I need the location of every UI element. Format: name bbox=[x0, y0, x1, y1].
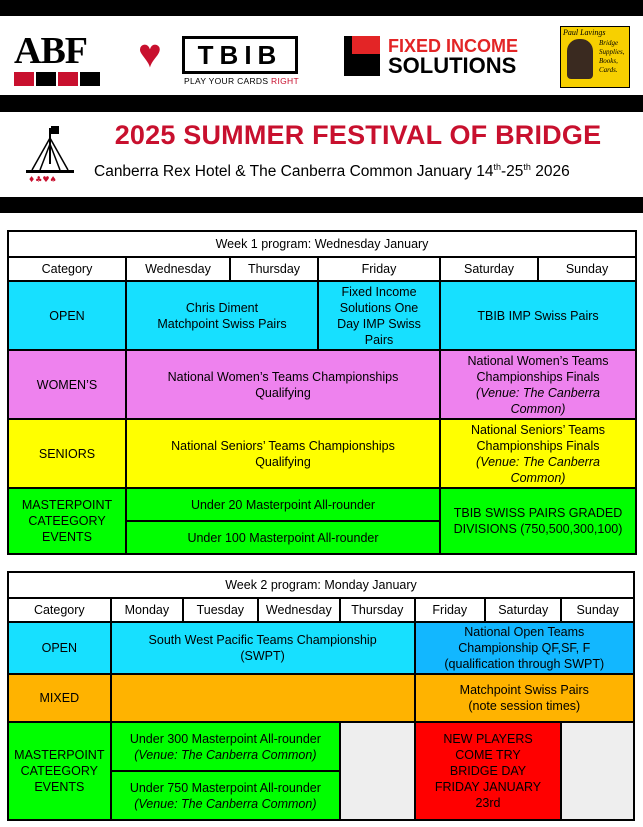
col-friday: Friday bbox=[318, 257, 440, 281]
category-masterpoint: MASTERPOINT CATEEGORY EVENTS bbox=[8, 722, 111, 820]
top-black-bar bbox=[0, 0, 643, 16]
col-thursday: Thursday bbox=[230, 257, 318, 281]
col-sunday: Sunday bbox=[538, 257, 636, 281]
category-open: OPEN bbox=[8, 281, 126, 350]
portrait-icon bbox=[567, 39, 593, 79]
mid-black-bar bbox=[0, 95, 643, 112]
col-saturday: Saturday bbox=[440, 257, 538, 281]
week2-heading: Week 2 program: Monday January bbox=[8, 572, 634, 598]
tbib-logo: ♥ TBIB PLAY YOUR CARDS RIGHT bbox=[138, 32, 299, 86]
empty-cell-sunday bbox=[561, 722, 634, 820]
category-masterpoint: MASTERPOINT CATEEGORY EVENTS bbox=[8, 488, 126, 554]
col-monday: Monday bbox=[111, 598, 183, 622]
week2-table bbox=[7, 571, 635, 821]
event-womens-qualifying: National Women’s Teams Championships Qualifying bbox=[126, 350, 440, 419]
abf-logo: ABF bbox=[14, 32, 106, 92]
event-seniors-qualifying: National Seniors’ Teams Championships Qualifying bbox=[126, 419, 440, 488]
event-tbib-imp-swiss: TBIB IMP Swiss Pairs bbox=[440, 281, 636, 350]
category-womens: WOMEN’S bbox=[8, 350, 126, 419]
svg-text:♦♣♥♠: ♦♣♥♠ bbox=[28, 175, 57, 184]
event-national-open-teams: National Open Teams Championship QF,SF, F (qualification through SWPT) bbox=[415, 622, 634, 674]
col-friday: Friday bbox=[415, 598, 485, 622]
subtitle: Canberra Rex Hotel & The Canberra Common January 14th-25th 2026 bbox=[94, 162, 570, 181]
category-open: OPEN bbox=[8, 622, 111, 674]
parliament-house-icon bbox=[22, 124, 78, 186]
event-matchpoint-swiss: Matchpoint Swiss Pairs (note session times) bbox=[415, 674, 634, 722]
lower-black-bar bbox=[0, 197, 643, 213]
event-under-100: Under 100 Masterpoint All-rounder bbox=[126, 521, 440, 554]
week1-table bbox=[7, 230, 637, 555]
sponsor-logos bbox=[0, 18, 643, 94]
fis-mark-icon bbox=[344, 36, 380, 76]
event-chris-diment: Chris Diment Matchpoint Swiss Pairs bbox=[126, 281, 318, 350]
event-seniors-finals: National Seniors’ Teams Championships Finals (Venue: The Canberra Common) bbox=[440, 419, 636, 488]
col-tuesday: Tuesday bbox=[183, 598, 257, 622]
event-swpt: South West Pacific Teams Championship (SWPT) bbox=[111, 622, 415, 674]
col-saturday: Saturday bbox=[485, 598, 561, 622]
heart-icon: ♥ bbox=[138, 32, 162, 76]
week1-heading: Week 1 program: Wednesday January bbox=[8, 231, 636, 257]
event-under-20: Under 20 Masterpoint All-rounder bbox=[126, 488, 440, 521]
event-under-750: Under 750 Masterpoint All-rounder (Venue: The Canberra Common) bbox=[111, 771, 340, 820]
category-mixed: MIXED bbox=[8, 674, 111, 722]
paul-lavings-logo: Paul Lavings Bridge Supplies, Books, Cards. bbox=[560, 26, 630, 88]
event-womens-finals: National Women’s Teams Championships Finals (Venue: The Canberra Common) bbox=[440, 350, 636, 419]
col-category: Category bbox=[8, 257, 126, 281]
mixed-empty-cell bbox=[111, 674, 415, 722]
col-thursday: Thursday bbox=[340, 598, 414, 622]
fixed-income-solutions-logo: FIXED INCOME SOLUTIONS bbox=[344, 34, 530, 88]
col-category: Category bbox=[8, 598, 111, 622]
empty-cell-thursday bbox=[340, 722, 414, 820]
event-new-players-day: NEW PLAYERS COME TRY BRIDGE DAY FRIDAY JANUARY 23rd bbox=[415, 722, 562, 820]
event-fixed-income-one-day: Fixed Income Solutions One Day IMP Swiss Pairs bbox=[318, 281, 440, 350]
event-under-300: Under 300 Masterpoint All-rounder (Venue: The Canberra Common) bbox=[111, 722, 340, 771]
category-seniors: SENIORS bbox=[8, 419, 126, 488]
title-block bbox=[0, 112, 643, 196]
page-title: 2025 SUMMER FESTIVAL OF BRIDGE bbox=[114, 120, 602, 150]
col-wednesday: Wednesday bbox=[126, 257, 230, 281]
col-sunday: Sunday bbox=[561, 598, 634, 622]
event-tbib-swiss-graded: TBIB SWISS PAIRS GRADED DIVISIONS (750,500,300,100) bbox=[440, 488, 636, 554]
col-wednesday: Wednesday bbox=[258, 598, 341, 622]
